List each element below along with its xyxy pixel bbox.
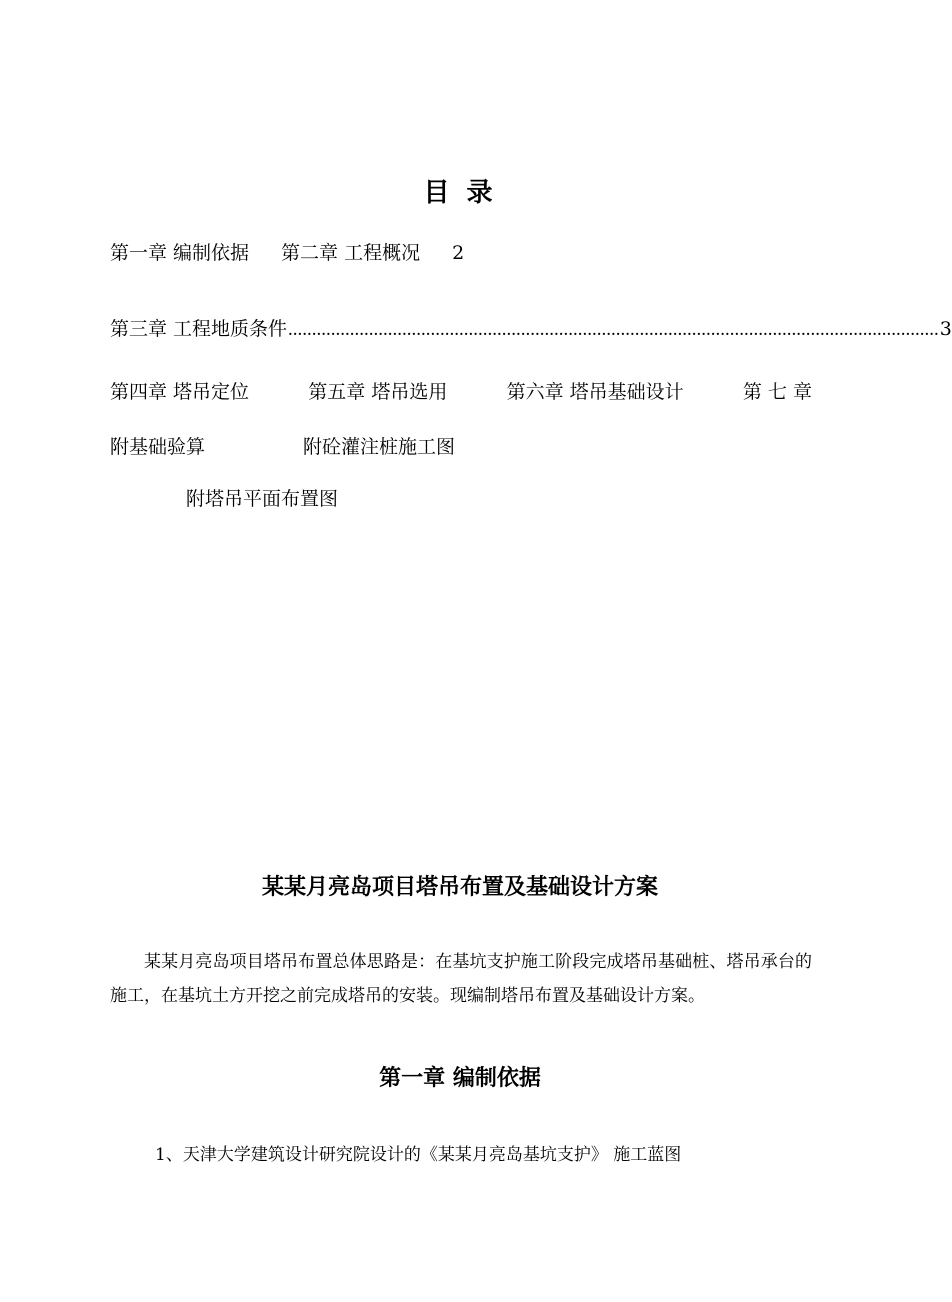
toc-row-1 [110, 238, 464, 265]
toc-entry-appendix-foundation-check[interactable]: 附基础验算 [110, 436, 206, 458]
toc-entry-chapter-6[interactable]: 第六章 塔吊基础设计 [506, 381, 684, 403]
toc-row-4 [110, 377, 812, 404]
toc-entry-chapter-5[interactable]: 第五章 塔吊选用 [308, 381, 448, 403]
toc-title: 目 录 [423, 178, 497, 208]
toc-entry-chapter-3[interactable]: 第三章 工程地质条件 [110, 318, 288, 340]
toc-row-3 [110, 314, 952, 341]
toc-dot-leader: ......................................................................................................................................... [288, 319, 939, 340]
basis-list-item: 1、天津大学建筑设计研究院设计的《某某月亮岛基坑支护》 施工蓝图 [155, 1145, 682, 1165]
toc-row-5 [110, 432, 455, 459]
intro-paragraph: 某某月亮岛项目塔吊布置总体思路是：在基坑支护施工阶段完成塔吊基础桩、塔吊承台的施工，在基坑土方开挖之前完成塔吊的安装。现编制塔吊布置及基础设计方案。 [110, 952, 812, 1006]
toc-page-number: 2 [452, 242, 465, 264]
toc-page-number: 3 [939, 318, 952, 340]
toc-entry-chapter-4[interactable]: 第四章 塔吊定位 [110, 381, 250, 403]
toc-entry-chapter-2[interactable]: 第二章 工程概况 [281, 242, 421, 264]
document-title: 某某月亮岛项目塔吊布置及基础设计方案 [261, 875, 658, 900]
toc-entry-chapter-7[interactable]: 第 七 章 [742, 381, 812, 403]
toc-row-6 [186, 484, 338, 511]
toc-entry-appendix-crane-layout[interactable]: 附塔吊平面布置图 [186, 488, 339, 510]
chapter-1-heading: 第一章 编制依据 [379, 1066, 541, 1091]
toc-entry-appendix-pile-drawing[interactable]: 附砼灌注桩施工图 [303, 436, 456, 458]
toc-entry-chapter-1[interactable]: 第一章 编制依据 [110, 242, 250, 264]
